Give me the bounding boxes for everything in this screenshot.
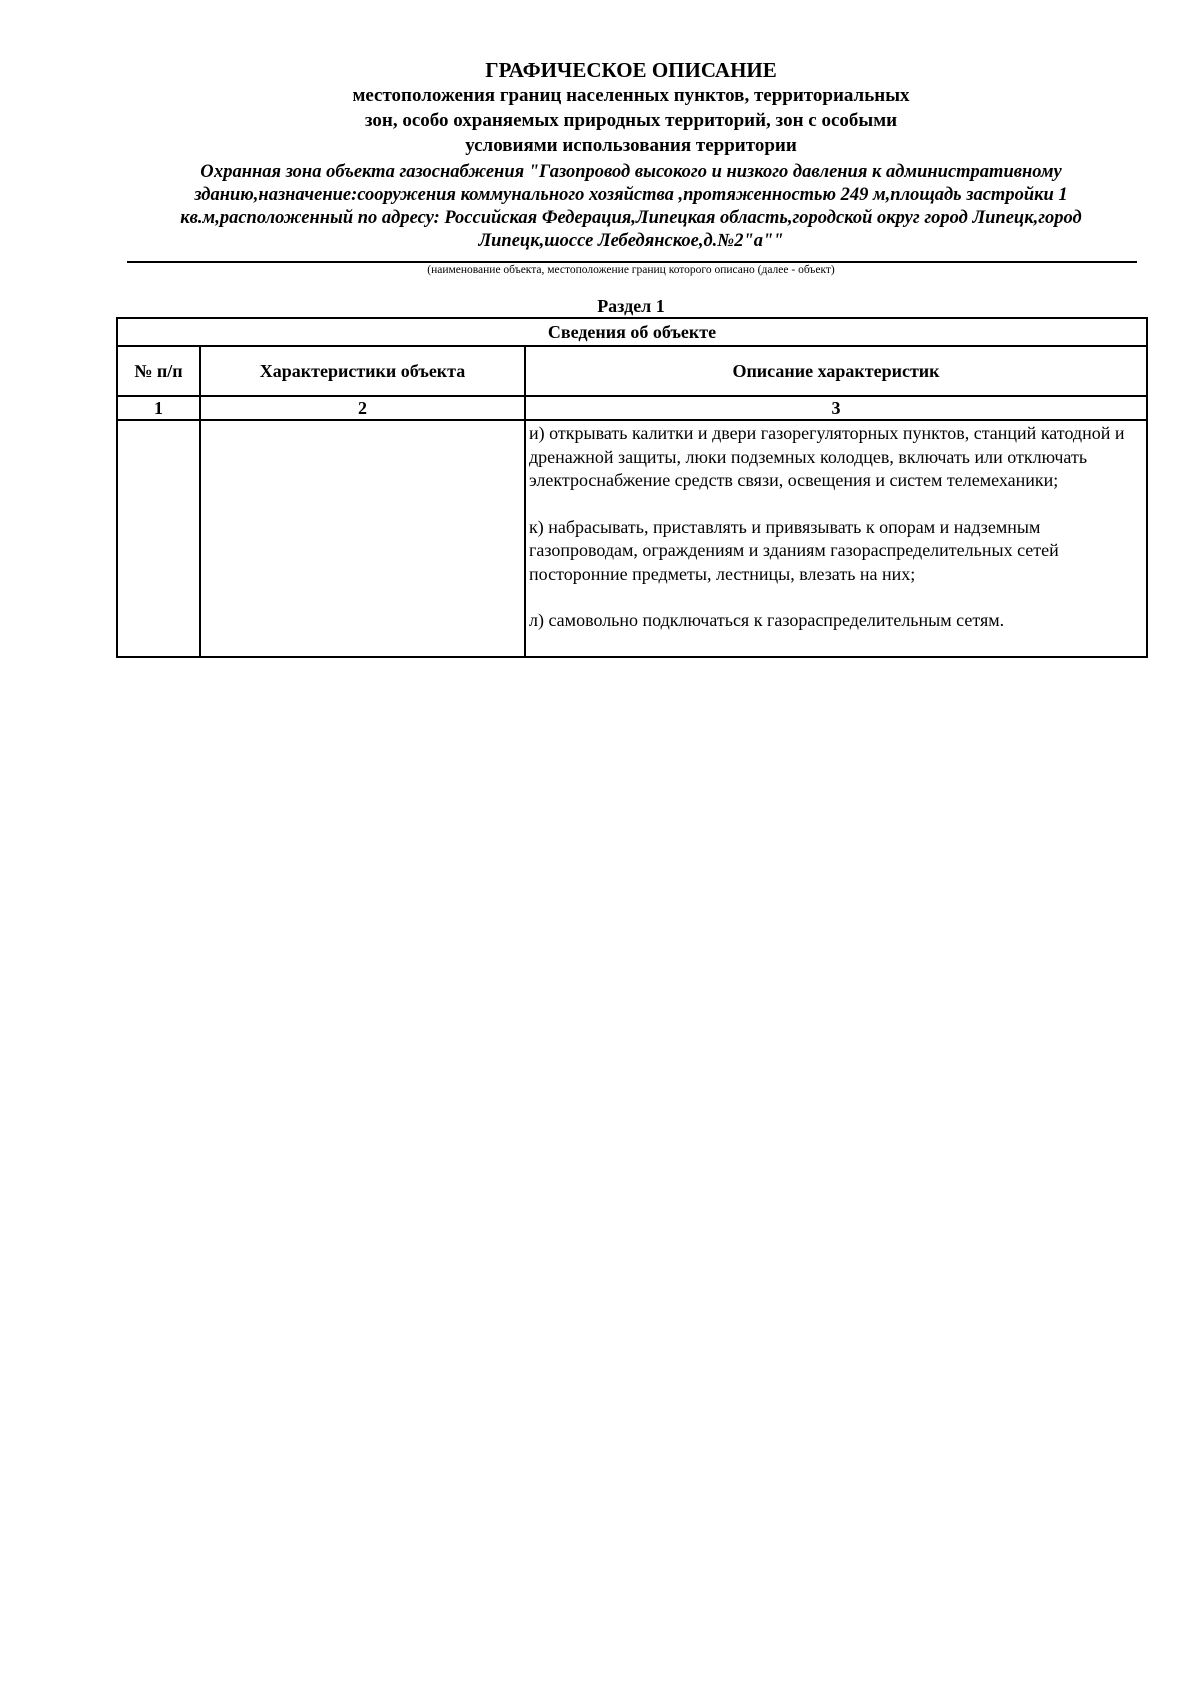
table-title: Сведения об объекте — [117, 318, 1147, 346]
subtitle-line: местоположения границ населенных пунктов, территориальных — [352, 85, 910, 106]
column-header-number — [117, 346, 200, 396]
object-name — [125, 161, 1137, 253]
object-name-line: зданию,назначение:сооружения коммунального хозяйства ,протяженностью 249 м,площадь застройки 1 — [194, 185, 1068, 205]
object-name-line: Липецк,шоссе Лебедянское,д.№2"а"" — [478, 231, 784, 251]
column-number: 1 — [117, 396, 200, 420]
table-row — [117, 420, 1147, 657]
object-name-line: Охранная зона объекта газоснабжения "Газопровод высокого и низкого давления к административному — [200, 162, 1062, 182]
description-paragraph: к) набрасывать, приставлять и привязывать к опорам и надземным газопроводам, ограждениям и зданиям газораспределительных сетей посторонние предметы, лестницы, влезать на них; — [529, 516, 1059, 584]
row-description-cell — [525, 420, 1147, 657]
object-name-line: кв.м,расположенный по адресу: Российская Федерация,Липецкая область,городской округ город Липецк,город — [180, 208, 1082, 228]
column-header-description: Описание характеристик — [525, 346, 1147, 396]
description-paragraph: л) самовольно подключаться к газораспределительным сетям. — [529, 610, 1005, 630]
section-label: Раздел 1 — [597, 296, 665, 316]
column-number: 2 — [200, 396, 525, 420]
column-header-characteristic: Характеристики объекта — [200, 346, 525, 396]
column-header-number-label: № п/п — [134, 360, 183, 381]
column-number: 3 — [525, 396, 1147, 420]
title-block — [125, 58, 1137, 253]
object-info-table — [116, 317, 1148, 658]
object-name-caption: (наименование объекта, местоположение границ которого описано (далее - объект) — [427, 264, 835, 276]
description-paragraph: и) открывать калитки и двери газорегуляторных пунктов, станций катодной и дренажной защиты, люки подземных колодцев, включать или отключать электроснабжение средств связи, освещения и систем телемеханики; — [529, 423, 1125, 490]
document-subtitle — [125, 83, 1137, 158]
row-number-cell — [117, 420, 200, 657]
document-title: ГРАФИЧЕСКОЕ ОПИСАНИЕ — [485, 58, 777, 82]
subtitle-line: зон, особо охраняемых природных территорий, зон с особыми — [364, 110, 898, 131]
subtitle-line: условиями использования территории — [465, 135, 797, 156]
row-characteristic-cell — [200, 420, 525, 657]
